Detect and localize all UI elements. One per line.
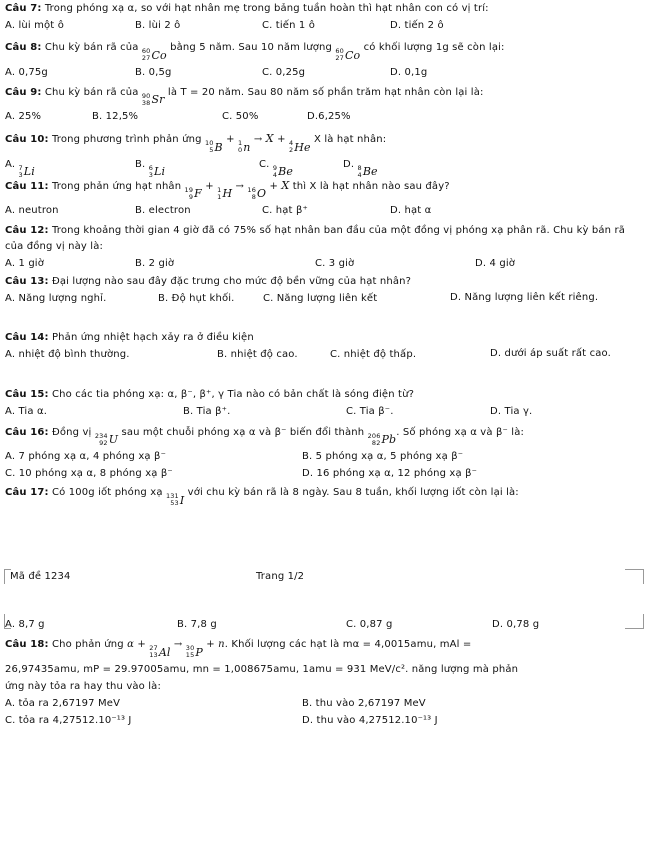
question-8 xyxy=(5,39,643,81)
unknown-nucleus: X xyxy=(265,132,274,145)
nuclide-al27 xyxy=(149,644,170,661)
question-text: Trong phương trình phản ứng xyxy=(52,134,202,145)
nuclide-neutron xyxy=(238,139,251,156)
option-b: B. 2 giờ xyxy=(135,258,175,269)
atomic-number: 9 xyxy=(188,192,194,201)
nuclide-he4 xyxy=(289,139,311,156)
neutron: + n xyxy=(206,639,225,650)
mass-number: 4 xyxy=(288,139,294,147)
mass-number: 1 xyxy=(217,185,222,194)
nuclide-p30 xyxy=(186,644,203,661)
atomic-number: 13 xyxy=(149,651,158,659)
mass-number: 131 xyxy=(165,492,179,500)
element-symbol: B xyxy=(214,140,223,154)
options xyxy=(5,156,643,179)
question-text: Trong phóng xạ α, so với hạt nhân mẹ trong bảng tuần hoàn thì hạt nhân con có vị trí: xyxy=(44,3,489,14)
option-a: A. neutron xyxy=(5,205,59,216)
atomic-number: 4 xyxy=(272,170,278,179)
option-a: A. Năng lượng nghỉ. xyxy=(5,293,107,304)
mass-number: 30 xyxy=(185,644,195,652)
question-text: Chu kỳ bán rã của xyxy=(44,42,139,53)
nuclide-sr90 xyxy=(142,91,165,108)
nuclide-o16 xyxy=(247,185,266,202)
option-a: A. lùi một ô xyxy=(5,20,64,31)
mass-number: 9 xyxy=(272,163,278,172)
option-c: C. nhiệt độ thấp. xyxy=(330,349,417,360)
options xyxy=(5,712,643,729)
page-footer xyxy=(4,564,644,596)
atomic-number: 27 xyxy=(335,54,344,62)
option-b: B. Độ hụt khối. xyxy=(158,293,235,304)
option-b: B. lùi 2 ô xyxy=(135,20,181,31)
nuclide-h1 xyxy=(217,185,232,202)
atomic-number: 92 xyxy=(99,439,108,447)
element-symbol: Co xyxy=(151,48,167,62)
element-symbol: F xyxy=(194,187,202,200)
question-text: sau một chuỗi phóng xạ α và β⁻ biến đổi thành xyxy=(121,427,365,438)
atomic-number: 53 xyxy=(170,499,179,507)
mass-number: 19 xyxy=(184,185,194,194)
atomic-number: 1 xyxy=(217,192,222,201)
question-text: Chu kỳ bán rã của xyxy=(44,86,139,98)
reaction-arrow: → xyxy=(173,639,183,650)
option-b: B. electron xyxy=(135,205,191,216)
question-text: có khối lượng 1g sẽ còn lại: xyxy=(363,42,505,53)
question-text: X là hạt nhân: xyxy=(313,134,387,145)
question-text: Cho các tia phóng xạ: α, β⁻, β⁺, γ Tia nào có bản chất là sóng điện từ? xyxy=(52,389,415,400)
atomic-number: 38 xyxy=(141,98,151,107)
option-a: A. 1 giờ xyxy=(5,258,45,269)
mass-number: 206 xyxy=(367,432,381,440)
option-a: A. 8,7 g xyxy=(5,619,45,630)
element-symbol: Co xyxy=(344,48,361,62)
option-b: B. nhiệt độ cao. xyxy=(217,349,298,360)
question-text: Phản ứng nhiệt hạch xảy ra ở điều kiện xyxy=(52,332,254,343)
option-c: C. 50% xyxy=(222,111,259,122)
question-number: Câu 14: xyxy=(5,332,49,343)
atomic-number: 82 xyxy=(371,439,381,447)
option-d: D. thu vào 4,27512.10⁻¹³ J xyxy=(302,714,438,726)
option-b: B. 0,5g xyxy=(135,66,172,78)
options xyxy=(5,448,643,465)
question-text: Đồng vị xyxy=(52,427,92,438)
option-a: A. 25% xyxy=(5,111,42,122)
exam-code: Mã đề 1234 xyxy=(10,571,71,582)
option-d: D. 4 giờ xyxy=(475,258,516,269)
reaction-arrow: → xyxy=(253,134,263,145)
option-a: A. Tia α. xyxy=(5,406,48,417)
question-text: Trong khoảng thời gian 4 giờ đã có 75% số hạt nhân ban đầu của một đồng vị phóng xạ phân rã. Chu kỳ bán rã của đồng vị này là: xyxy=(5,225,626,252)
options xyxy=(5,695,643,712)
option-d: D. dưới áp suất rất cao. xyxy=(490,348,611,359)
option-d: D. 16 phóng xạ α, 12 phóng xạ β⁻ xyxy=(302,468,478,479)
nuclide-pb206 xyxy=(368,432,397,448)
option-d: D. tiến 2 ô xyxy=(390,20,444,31)
nuclide-co60 xyxy=(142,47,167,64)
option-c: C. Tia β⁻. xyxy=(346,406,394,417)
question-text: Trong phản ứng hạt nhân xyxy=(52,180,182,192)
option-a: A. nhiệt độ bình thường. xyxy=(5,349,130,360)
question-number: Câu 16: xyxy=(5,427,49,438)
atomic-number: 3 xyxy=(18,170,23,179)
option-d: D. Năng lượng liên kết riêng. xyxy=(450,292,599,303)
nuclide-f19 xyxy=(185,185,202,202)
mass-number: 60 xyxy=(335,47,344,55)
element-symbol: Al xyxy=(158,645,171,659)
atomic-number: 3 xyxy=(148,170,153,179)
question-18 xyxy=(5,636,643,729)
unknown-nucleus: X xyxy=(281,178,290,192)
element-symbol: H xyxy=(222,187,233,200)
options xyxy=(5,403,643,420)
option-c: C. 0,25g xyxy=(262,66,306,78)
question-12 xyxy=(5,223,643,272)
element-symbol: He xyxy=(294,140,311,154)
option-b: B. 5 phóng xạ α, 5 phóng xạ β⁻ xyxy=(302,451,464,462)
option-d: D.6,25% xyxy=(307,111,351,122)
options xyxy=(5,64,643,81)
element-symbol: I xyxy=(179,493,185,507)
option-d: D. Tia γ. xyxy=(490,406,533,417)
option-letter: D. xyxy=(343,158,355,170)
question-number: Câu 7: xyxy=(5,3,42,14)
exam-page xyxy=(5,0,643,507)
option-c: C. Năng lượng liên kết xyxy=(263,293,378,304)
element-symbol: Be xyxy=(278,165,294,178)
question-number: Câu 8: xyxy=(5,42,42,53)
option-letter: C. xyxy=(259,158,270,170)
page-two-content xyxy=(5,616,643,726)
question-text: ứng này tỏa ra hay thu vào là: xyxy=(5,680,161,692)
alpha-particle: α + xyxy=(127,639,146,650)
question-text: Cho phản ứng xyxy=(52,639,124,650)
options xyxy=(5,202,643,219)
element-symbol: Sr xyxy=(151,93,165,106)
option-a: A. tỏa ra 2,67197 MeV xyxy=(5,697,121,709)
mass-number: 8 xyxy=(357,163,362,172)
question-7 xyxy=(5,0,643,34)
option-d: D. hạt α xyxy=(390,205,432,216)
atomic-number: 27 xyxy=(141,54,151,62)
atomic-number: 4 xyxy=(357,170,362,179)
crop-mark xyxy=(625,569,644,584)
nuclide-i131 xyxy=(166,492,184,509)
mass-number: 60 xyxy=(141,47,151,55)
question-text: . Số phóng xạ α và β⁻ là: xyxy=(396,427,524,438)
atomic-number: 5 xyxy=(209,146,214,154)
options xyxy=(5,255,643,272)
question-number: Câu 10: xyxy=(5,134,49,145)
page-number: Trang 1/2 xyxy=(256,571,305,582)
mass-number: 90 xyxy=(141,91,151,100)
option-c: C. tiến 1 ô xyxy=(262,20,316,31)
option-c: C. hạt β⁺ xyxy=(262,205,308,216)
question-number: Câu 17: xyxy=(5,487,49,498)
nuclide-co60 xyxy=(335,47,360,64)
option-d: D. 0,78 g xyxy=(492,619,540,630)
option-b: B. thu vào 2,67197 MeV xyxy=(302,697,426,709)
question-text: bằng 5 năm. Sau 10 năm lượng xyxy=(170,42,333,53)
option-a: A. 7 phóng xạ α, 4 phóng xạ β⁻ xyxy=(5,451,166,462)
options xyxy=(5,108,643,125)
reaction-arrow: → xyxy=(235,180,245,192)
option-b: B. Tia β⁺. xyxy=(183,406,231,417)
option-d: D. 0,1g xyxy=(390,66,428,78)
question-number: Câu 18: xyxy=(5,639,49,650)
option-letter: B. xyxy=(135,158,146,170)
question-17-options xyxy=(5,616,643,633)
option-c: C. 0,87 g xyxy=(346,619,393,630)
option-letter: A. xyxy=(5,158,16,170)
element-symbol: Li xyxy=(23,165,35,178)
question-text: với chu kỳ bán rã là 8 ngày. Sau 8 tuần, khối lượng iốt còn lại là: xyxy=(187,487,519,498)
question-text: là T = 20 năm. Sau 80 năm số phần trăm hạt nhân còn lại là: xyxy=(167,86,484,98)
question-16 xyxy=(5,425,643,482)
option-a: A. 0,75g xyxy=(5,66,48,78)
question-number: Câu 13: xyxy=(5,276,49,287)
atomic-number: 8 xyxy=(251,192,256,201)
question-9 xyxy=(5,84,643,126)
question-text: thì X là hạt nhân nào sau đây? xyxy=(292,180,450,192)
element-symbol: U xyxy=(108,433,119,446)
mass-number: 27 xyxy=(149,644,158,652)
question-10: Câu 10: Trong phương trình phản ứng 10 5 B + 1 0 n → X + 4 2 He X là hạt nhân: A. 7 3 Li B. 6 3 Li C. 9 4 Be D. 8 4 Be xyxy=(5,130,643,175)
nuclide-b10 xyxy=(205,139,223,156)
question-17 xyxy=(5,484,643,509)
option-c: C. 10 phóng xạ α, 8 phóng xạ β⁻ xyxy=(5,468,173,479)
question-13 xyxy=(5,273,643,323)
mass-number: 10 xyxy=(204,139,214,147)
mass-number: 16 xyxy=(247,185,256,194)
question-15 xyxy=(5,386,643,420)
mass-number: 1 xyxy=(237,139,243,147)
question-text: 26,97435amu, mP = 29.97005amu, mn = 1,008675amu, 1amu = 931 MeV/c². năng lượng mà phản xyxy=(5,663,519,675)
question-text: Có 100g iốt phóng xạ xyxy=(52,487,163,498)
question-text: Đại lượng nào sau đây đặc trưng cho mức độ bền vững của hạt nhân? xyxy=(52,276,412,287)
question-number: Câu 15: xyxy=(5,389,49,400)
options xyxy=(5,290,643,323)
mass-number: 7 xyxy=(18,163,23,172)
element-symbol: Li xyxy=(153,165,166,178)
element-symbol: O xyxy=(256,187,267,200)
mass-number: 234 xyxy=(94,432,108,440)
mass-number: 6 xyxy=(148,163,153,172)
option-b: B. 12,5% xyxy=(92,111,139,122)
options xyxy=(5,17,643,34)
nuclide-u234 xyxy=(95,432,118,448)
option-c: C. 3 giờ xyxy=(315,258,355,269)
question-number: Câu 9: xyxy=(5,86,42,98)
element-symbol: n xyxy=(243,140,251,154)
option-b: B. 7,8 g xyxy=(177,619,217,630)
atomic-number: 2 xyxy=(288,146,294,154)
atomic-number: 15 xyxy=(185,651,195,659)
option-c: C. tỏa ra 4,27512.10⁻¹³ J xyxy=(5,714,132,726)
question-number: Câu 12: xyxy=(5,225,49,236)
question-11: Câu 11: Trong phản ứng hạt nhân 19 9 F + 1 1 H → 16 8 O + X thì X là hạt nhân nào sau đây? A. neutron B. electron C. hạt β⁺ D. hạt α xyxy=(5,177,643,220)
question-14 xyxy=(5,329,643,379)
options xyxy=(5,346,643,379)
atomic-number: 0 xyxy=(237,146,243,154)
element-symbol: Pb xyxy=(381,433,397,446)
question-text: . Khối lượng các hạt là mα = 4,0015amu, mAl = xyxy=(224,639,472,650)
element-symbol: Be xyxy=(362,165,378,178)
options xyxy=(5,465,643,482)
question-number: Câu 11: xyxy=(5,180,49,192)
element-symbol: P xyxy=(195,645,203,659)
